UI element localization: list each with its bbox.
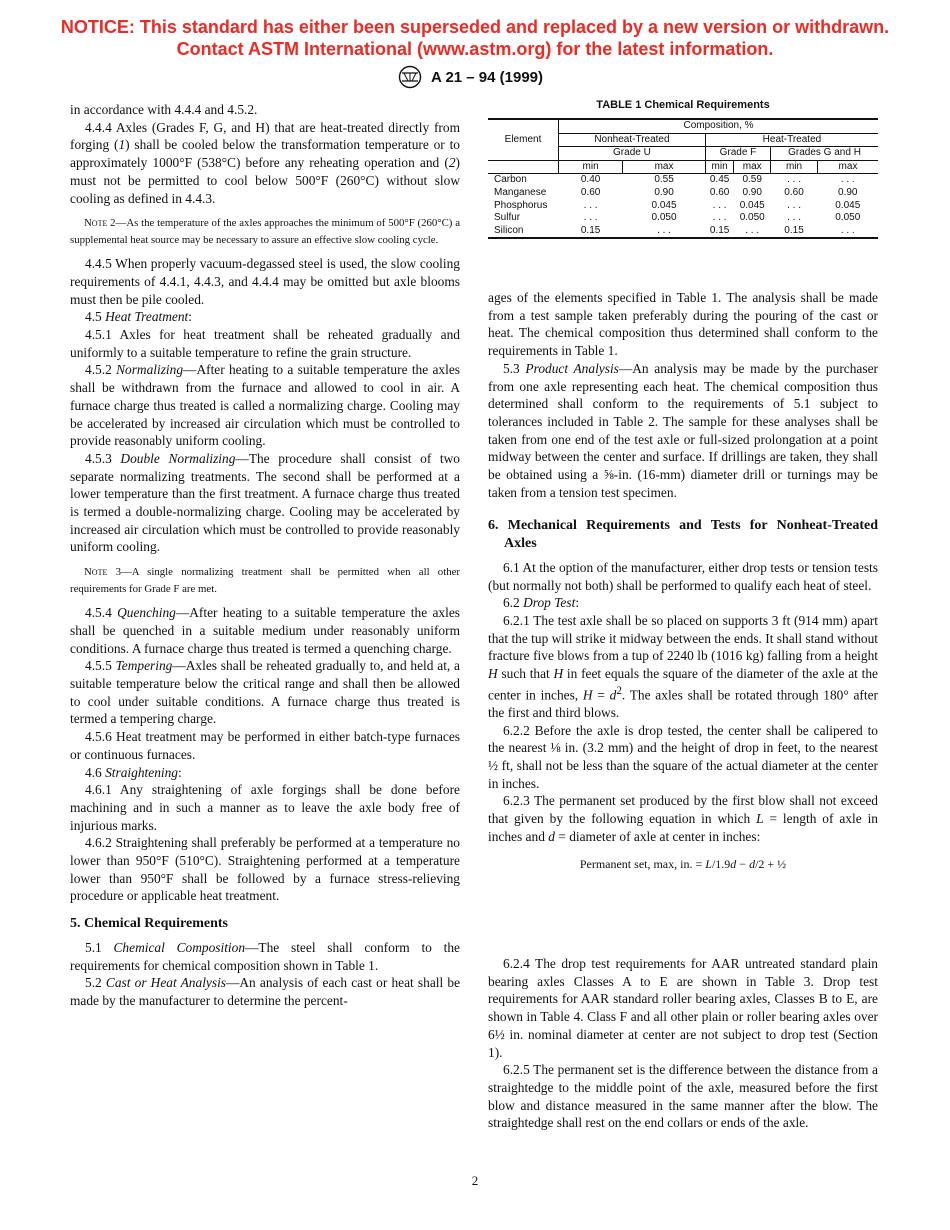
value-cell: . . . [840, 174, 855, 186]
value-cell: 0.045 [739, 199, 765, 211]
right-column-bottom [488, 955, 878, 1132]
permanent-set-equation: Permanent set, max, in. = L/1.9d − d/2 + ½ [579, 856, 787, 871]
max-header: max [818, 160, 878, 174]
element-cell: Sulfur [494, 212, 521, 224]
value-cell: 0.90 [654, 186, 674, 198]
value-cell: 0.60 [784, 186, 804, 198]
grade-gh-header: Grades G and H [771, 147, 878, 161]
heat-header: Heat-Treated [705, 133, 878, 147]
table-row [488, 187, 878, 200]
paragraph-5-2-cont: ages of the elements specified in Table 1. The analysis shall be made from a test sample taken preferably during the pouring of the cast or heat. The chemical composition thus determined shall conform to the requirements in Table 1. [488, 290, 878, 359]
note-2: Note 2—As the temperature of the axles approaches the minimum of 500°F (260°C) a supplemental heat source may be necessary to assure an effective slow cooling cycle. [70, 217, 460, 246]
element-cell: Carbon [494, 174, 527, 186]
notice-line-1: NOTICE: This standard has either been superseded and replaced by a new version or withdrawn. [60, 17, 890, 37]
standard-designation: A 21 – 94 (1999) [431, 68, 544, 86]
value-cell: . . . [787, 212, 801, 224]
value-cell: 0.15 [784, 224, 804, 236]
paragraph-6-2-4: 6.2.4 The drop test requirements for AAR untreated standard plain bearing axles Classes A to E are shown in Table 3. Drop test requirements for AAR standard roller bearing axles, Classes B to E, are shown in Table 4. Class F and all other plain or roller bearing axles over 6½ in. nominal diameter at center are not subject to drop test (Section 1). [488, 956, 878, 1060]
note-3: Note 3—A single normalizing treatment shall be permitted when all other requirements for Grade F are met. [70, 566, 460, 595]
paragraph-4-6: 4.6 Straightening: [85, 764, 182, 780]
paragraph-6-2-2: 6.2.2 Before the axle is drop tested, the center shall be calipered to the nearest ⅛ in. (3.2 mm) and the height of drop in feet, to the nearest ½ ft, shall not be less than the square of the actual diameter at the center in inches. [488, 722, 878, 791]
table-row [488, 174, 878, 187]
value-cell: 0.90 [838, 186, 858, 198]
max-header: max [734, 160, 771, 174]
section-heading-6: 6. Mechanical Requirements and Tests for Nonheat-Treated Axles [488, 518, 878, 552]
right-column [488, 289, 878, 873]
value-cell: . . . [840, 224, 855, 236]
paragraph-4-5-1: 4.5.1 Axles for heat treatment shall be reheated gradually and uniformly to a suitable temperature to refine the grain structure. [70, 327, 460, 360]
value-cell: . . . [745, 224, 760, 236]
value-cell: 0.90 [742, 186, 762, 198]
value-cell: 0.045 [835, 199, 861, 211]
paragraph-4-4-4: 4.4.4 Axles (Grades F, G, and H) that are heat-treated directly from forging (1) shall be cooled below the transformation temperature or to approximately 1000°F (538°C) before any reheating operation and (2) must not be permitted to cool below 500°F (260°C) without slow cooling as defined in 4.4.3. [70, 119, 460, 206]
value-cell: 0.15 [709, 224, 730, 236]
nonheat-header: Nonheat-Treated [559, 133, 706, 147]
composition-header: Composition, % [559, 119, 879, 133]
paragraph: in accordance with 4.4.4 and 4.5.2. [70, 102, 258, 117]
table-row [488, 212, 878, 225]
value-cell: 0.60 [709, 186, 730, 198]
paragraph-6-2-3: 6.2.3 The permanent set produced by the first blow shall not exceed that given by the following equation in which L = length of axle in inches and d = diameter of axle at center in inches: [488, 793, 878, 844]
value-cell: 0.050 [835, 212, 861, 224]
value-cell: 0.15 [580, 224, 601, 236]
element-header: Element [488, 119, 559, 160]
value-cell: . . . [712, 212, 727, 224]
paragraph-5-1: 5.1 Chemical Composition—The steel shall conform to the requirements for chemical composition shown in Table 1. [70, 939, 460, 973]
paragraph-6-2-1: 6.2.1 The test axle shall be so placed on supports 3 ft (914 mm) apart that the tup will strike it midway between the ends. It shall stand without fracture five blows from a tup of 2240 lb (1016 kg) falling from a height H such that H in feet equals the square of the diameter of the axle at the center in inches, $H = d^2$. The axles shall be rotated through 180° after the first and third blows. [488, 612, 878, 720]
max-header: max [623, 160, 706, 174]
paragraph-5-3: 5.3 Product Analysis—An analysis may be made by the purchaser from one axle representing each heat. The chemical composition thus determined shall conform to the requirements of 5.1 subject to tolerances included in Table 2. The sample for these analyses shall be taken from one end of the test axle or full-sized prolongation at a point midway between the center and surface. If drillings are taken, they shall be obtained using a ⅝-in. (16-mm) diameter drill or turnings may be taken from a tension test specimen. [488, 360, 878, 500]
section-heading-5: 5. Chemical Requirements [70, 916, 228, 932]
value-cell: 0.40 [580, 174, 601, 186]
value-cell: 0.050 [739, 212, 765, 224]
left-column [70, 101, 460, 1010]
notice-line-2: Contact ASTM International (www.astm.org) for the latest information. [176, 39, 774, 59]
paragraph-4-4-5: 4.4.5 When properly vacuum-degassed steel is used, the slow cooling requirements of 4.4.1, 4.4.3, and 4.4.4 may be omitted but axle blooms must then be pile cooled. [70, 256, 460, 307]
paragraph-4-6-1: 4.6.1 Any straightening of axle forgings shall be done before machining and in such a manner as to leave the axle body free of injurious marks. [70, 782, 460, 833]
value-cell: . . . [583, 199, 598, 211]
document-header [395, 64, 543, 90]
grade-u-header: Grade U [559, 147, 706, 161]
value-cell: 0.045 [651, 199, 677, 211]
paragraph-5-2: 5.2 Cast or Heat Analysis—An analysis of each cast or heat shall be made by the manufacturer to determine the percent- [70, 975, 461, 1008]
value-cell: 0.55 [654, 174, 674, 186]
value-cell: 0.59 [742, 174, 762, 186]
element-cell: Silicon [494, 224, 524, 236]
value-cell: . . . [787, 199, 801, 211]
paragraph-4-5-2: 4.5.2 Normalizing—After heating to a suitable temperature the axles shall be withdrawn from the furnace and allowed to cool in air. A furnace charge thus treated is called a normalizing charge. Cooling may be accelerated by increased air circulation which must be controlled to provide reasonably uniform cooling. [70, 362, 460, 449]
value-cell: 0.60 [580, 186, 601, 198]
value-cell: 0.45 [709, 174, 730, 186]
table-row [488, 200, 878, 213]
chemical-requirements-table [488, 118, 878, 239]
paragraph-4-6-2: 4.6.2 Straightening shall preferably be performed at a temperature no lower than 950°F (510°C). Straightening performed at a temperature lower than 950°F shall be followed by a furnace stress-relieving procedure or applicable heat treatment. [70, 835, 460, 904]
paragraph-4-5-3: 4.5.3 Double Normalizing—The procedure shall consist of two separate normalizing treatments. The second shall be performed at a lower temperature than the first treatment. A furnace charge thus treated is termed a double-normalizing charge. Cooling may be accelerated by increased air circulation which must be controlled to provide reasonably uniform cooling. [70, 450, 460, 555]
page-number: 2 [471, 1173, 479, 1188]
element-cell: Phosphorus [494, 199, 548, 211]
paragraph-6-1: 6.1 At the option of the manufacturer, either drop tests or tension tests (but normally not both) shall be performed to qualify each heat of steel. [488, 559, 878, 593]
paragraph-6-2-5: 6.2.5 The permanent set is the difference between the distance from a straightedge to the middle point of the axle, measured before the first blow and distance measured in the same manner after the blow. The straightedge shall rest on the end collars or ends of the axle. [488, 1062, 878, 1131]
astm-logo-icon [395, 65, 425, 89]
value-cell: . . . [787, 174, 801, 186]
value-cell: 0.050 [651, 212, 677, 224]
table-row [488, 225, 878, 239]
value-cell: . . . [583, 212, 598, 224]
table-1-title: TABLE 1 Chemical Requirements [596, 99, 770, 111]
min-header: min [559, 160, 623, 174]
paragraph-4-5: 4.5 Heat Treatment: [85, 309, 193, 325]
min-header: min [705, 160, 734, 174]
value-cell: . . . [657, 224, 671, 236]
value-cell: . . . [712, 199, 727, 211]
paragraph-4-5-4: 4.5.4 Quenching—After heating to a suitable temperature the axles shall be quenched in a suitable medium under reasonably uniform conditions. A furnace charge thus treated is termed a quenching charge. [70, 605, 460, 656]
element-cell: Manganese [494, 186, 547, 198]
paragraph-4-5-6: 4.5.6 Heat treatment may be performed in either batch-type furnaces or continuous furnaces. [70, 729, 460, 762]
min-header: min [771, 160, 818, 174]
grade-f-header: Grade F [705, 147, 770, 161]
paragraph-4-5-5: 4.5.5 Tempering—Axles shall be reheated gradually to, and held at, a suitable temperature below the critical range and shall then be allowed to cool under suitable conditions. A furnace charge thus treated is termed a tempering charge. [70, 658, 460, 727]
paragraph-6-2: 6.2 Drop Test: [503, 595, 580, 611]
